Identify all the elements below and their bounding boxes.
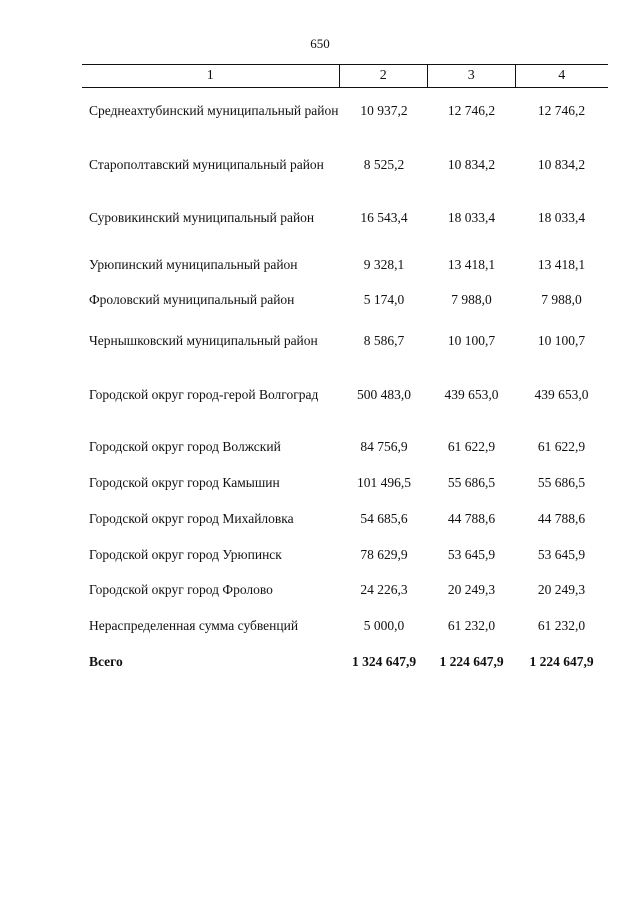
row-value-col4: 13 418,1 (537, 257, 586, 272)
row-name: Фроловский муниципальный район (89, 292, 295, 307)
row-value-col4: 18 033,4 (537, 210, 586, 225)
row-value-col2: 84 756,9 (360, 439, 408, 454)
table-row (82, 102, 608, 156)
table-row (82, 617, 608, 653)
table-header (82, 64, 608, 88)
row-value-col2: 5 174,0 (363, 292, 405, 307)
row-name: Суровикинский муниципальный район (89, 210, 315, 225)
column-header-3: 3 (427, 65, 515, 87)
row-value-col3: 12 746,2 (447, 103, 496, 118)
row-value-col3: 55 686,5 (447, 475, 496, 490)
row-value-col4: 53 645,9 (537, 547, 586, 562)
row-value-col2: 24 226,3 (360, 582, 408, 597)
row-value-col2: 101 496,5 (357, 475, 411, 490)
row-value-col4: 12 746,2 (537, 103, 586, 118)
row-value-col3: 53 645,9 (447, 547, 496, 562)
table-row (82, 438, 608, 474)
column-header-2: 2 (339, 65, 428, 87)
row-value-col4: 44 788,6 (537, 511, 586, 526)
total-value-col3: 1 224 647,9 (439, 654, 504, 669)
table-row (82, 581, 608, 617)
row-value-col2: 10 937,2 (360, 103, 408, 118)
row-value-col3: 61 232,0 (447, 618, 496, 633)
row-value-col3: 44 788,6 (447, 511, 496, 526)
table-row (82, 546, 608, 581)
table-row (82, 156, 608, 209)
row-value-col4: 10 834,2 (537, 157, 586, 172)
row-value-col3: 10 834,2 (447, 157, 496, 172)
total-value-col2: 1 324 647,9 (351, 654, 417, 669)
column-header-4: 4 (515, 65, 608, 87)
row-name: Городской округ город Камышин (89, 475, 280, 490)
row-name: Городской округ город Волжский (89, 439, 281, 454)
row-value-col2: 500 483,0 (357, 387, 411, 402)
row-name: Старополтавский муниципальный район (89, 157, 324, 172)
budget-table (82, 64, 608, 683)
page-number: 650 (310, 36, 330, 51)
table-row (82, 209, 608, 256)
row-value-col2: 8 525,2 (363, 157, 405, 172)
table-row (82, 256, 608, 291)
row-name: Нераспределенная сумма субвенций (89, 618, 299, 633)
row-value-col4: 10 100,7 (537, 333, 586, 348)
row-name: Урюпинский муниципальный район (89, 257, 298, 272)
row-value-col3: 13 418,1 (447, 257, 496, 272)
row-value-col3: 18 033,4 (447, 210, 496, 225)
table-body (82, 102, 608, 683)
row-value-col4: 20 249,3 (537, 582, 586, 597)
column-header-1: 1 (206, 68, 214, 83)
row-name: Городской округ город Урюпинск (89, 547, 282, 562)
table-row (82, 332, 608, 386)
total-value-col4: 1 224 647,9 (529, 654, 594, 669)
row-value-col2: 9 328,1 (363, 257, 405, 272)
table-row (82, 386, 608, 438)
row-name: Городской округ город Михайловка (89, 511, 294, 526)
table-row (82, 474, 608, 510)
table-row (82, 291, 608, 332)
row-name: Городской округ город Фролово (89, 582, 273, 597)
row-name: Городской округ город-герой Волгоград (89, 387, 319, 402)
total-label: Всего (89, 654, 123, 669)
row-value-col4: 55 686,5 (537, 475, 586, 490)
row-value-col4: 7 988,0 (541, 292, 582, 307)
row-value-col3: 20 249,3 (447, 582, 496, 597)
row-value-col4: 61 622,9 (537, 439, 586, 454)
row-value-col2: 16 543,4 (360, 210, 408, 225)
row-value-col2: 78 629,9 (360, 547, 408, 562)
row-value-col4: 61 232,0 (537, 618, 586, 633)
row-name: Среднеахтубинский муниципальный район (89, 103, 339, 118)
row-value-col3: 439 653,0 (444, 387, 499, 402)
row-value-col3: 7 988,0 (451, 292, 492, 307)
row-value-col4: 439 653,0 (534, 387, 589, 402)
row-value-col2: 54 685,6 (360, 511, 408, 526)
row-value-col3: 61 622,9 (447, 439, 496, 454)
row-name: Чернышковский муниципальный район (89, 333, 318, 348)
row-value-col3: 10 100,7 (447, 333, 496, 348)
table-row (82, 510, 608, 546)
table-total-row (82, 653, 608, 683)
row-value-col2: 5 000,0 (363, 618, 405, 633)
row-value-col2: 8 586,7 (363, 333, 405, 348)
